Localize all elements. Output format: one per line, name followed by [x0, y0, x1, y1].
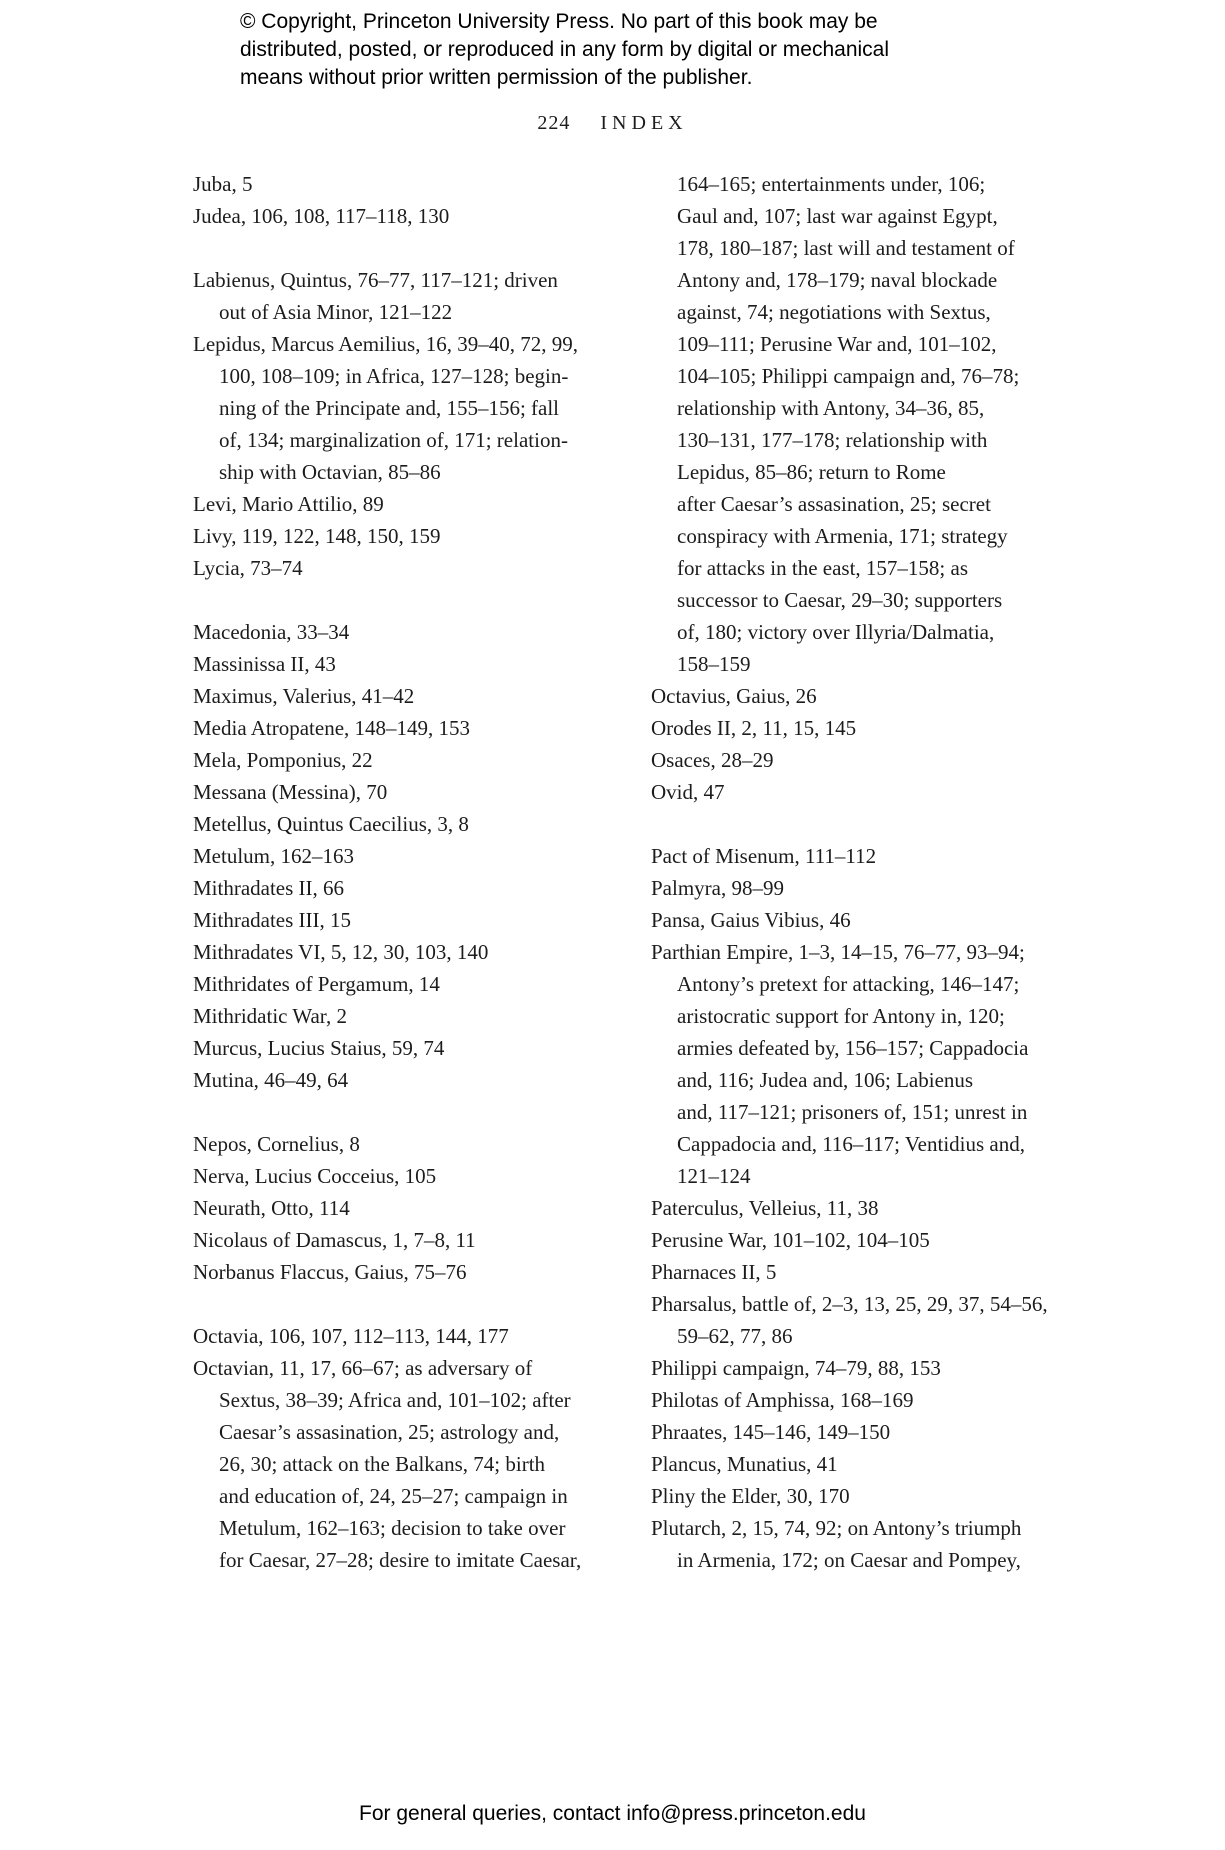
index-entry-line: relationship with Antony, 34–36, 85, [677, 396, 985, 420]
page-header [0, 112, 1225, 135]
copyright-line: means without prior written permission of the publisher. [240, 66, 753, 89]
index-entry-line: 130–131, 177–178; relationship with [677, 428, 988, 452]
index-entry-line: 178, 180–187; last will and testament of [677, 236, 1015, 260]
index-entry-line: conspiracy with Armenia, 171; strategy [677, 524, 1008, 548]
index-entry-line: Massinissa II, 43 [193, 652, 336, 676]
index-entry-line: Perusine War, 101–102, 104–105 [651, 1228, 930, 1252]
index-entry-line: Nerva, Lucius Cocceius, 105 [193, 1164, 437, 1188]
index-entry-line: Octavius, Gaius, 26 [651, 684, 817, 708]
index-entry-line: 121–124 [677, 1164, 751, 1188]
index-entry-line: Philippi campaign, 74–79, 88, 153 [651, 1356, 941, 1380]
index-entry-line: Octavian, 11, 17, 66–67; as adversary of [193, 1356, 533, 1380]
index-entry-line: Pact of Misenum, 111–112 [651, 844, 877, 868]
index-entry-line: Plancus, Munatius, 41 [651, 1452, 838, 1476]
index-entry-line: and education of, 24, 25–27; campaign in [219, 1484, 568, 1508]
index-entry-line: Labienus, Quintus, 76–77, 117–121; driven [193, 268, 558, 292]
index-entry-line: 59–62, 77, 86 [677, 1324, 793, 1348]
index-entry-line: Phraates, 145–146, 149–150 [651, 1420, 891, 1444]
index-entry-line: Levi, Mario Attilio, 89 [193, 492, 384, 516]
index-entry-line: Metulum, 162–163; decision to take over [219, 1516, 566, 1540]
index-entry-line: Macedonia, 33–34 [193, 620, 350, 644]
index-entry-line: Lycia, 73–74 [193, 556, 303, 580]
page-title: INDEX [600, 112, 688, 134]
index-entry-line: Sextus, 38–39; Africa and, 101–102; after [219, 1388, 571, 1412]
index-entry-line: Media Atropatene, 148–149, 153 [193, 716, 471, 740]
index-entry-line: aristocratic support for Antony in, 120; [677, 1004, 1005, 1028]
index-entry-line: Mithridates of Pergamum, 14 [193, 972, 440, 996]
index-entry-line: Octavia, 106, 107, 112–113, 144, 177 [193, 1324, 509, 1348]
index-entry-line: armies defeated by, 156–157; Cappadocia [677, 1036, 1029, 1060]
index-entry-line: Osaces, 28–29 [651, 748, 774, 772]
index-entry-line: and, 117–121; prisoners of, 151; unrest in [677, 1100, 1028, 1124]
index-entry-line: Mela, Pomponius, 22 [193, 748, 373, 772]
index-entry-line: of, 180; victory over Illyria/Dalmatia, [677, 620, 995, 644]
index-entry-line: Mithradates VI, 5, 12, 30, 103, 140 [193, 940, 489, 964]
index-entry-line: ning of the Principate and, 155–156; fall [219, 396, 560, 420]
index-entry-line: Pharnaces II, 5 [651, 1260, 777, 1284]
index-entry-line: Lepidus, 85–86; return to Rome [677, 460, 946, 484]
index-entry-line: against, 74; negotiations with Sextus, [677, 300, 991, 324]
index-entry-line: Cappadocia and, 116–117; Ventidius and, [677, 1132, 1025, 1156]
index-entry-line: 100, 108–109; in Africa, 127–128; begin- [219, 364, 569, 388]
index-entry-line: Nepos, Cornelius, 8 [193, 1132, 360, 1156]
index-entry-line: Ovid, 47 [651, 780, 725, 804]
index-entry-line: 109–111; Perusine War and, 101–102, [677, 332, 997, 356]
index-entry-line: Orodes II, 2, 11, 15, 145 [651, 716, 857, 740]
index-entry-line: Norbanus Flaccus, Gaius, 75–76 [193, 1260, 467, 1284]
index-entry-line: 158–159 [677, 652, 751, 676]
index-entry-line: Palmyra, 98–99 [651, 876, 784, 900]
index-entry-line: of, 134; marginalization of, 171; relation- [219, 428, 568, 452]
index-entry-line: Judea, 106, 108, 117–118, 130 [193, 204, 450, 228]
index-entry-line: Murcus, Lucius Staius, 59, 74 [193, 1036, 445, 1060]
index-entry-line: Messana (Messina), 70 [193, 780, 388, 804]
index-entry-line: and, 116; Judea and, 106; Labienus [677, 1068, 974, 1092]
index-entry-line: 164–165; entertainments under, 106; [677, 172, 986, 196]
footer-query-contact: For general queries, contact info@press.princeton.edu [359, 1802, 866, 1825]
index-entry-line: Neurath, Otto, 114 [193, 1196, 350, 1220]
index-entry-line: Antony and, 178–179; naval blockade [677, 268, 998, 292]
copyright-line: distributed, posted, or reproduced in any form by digital or mechanical [240, 38, 890, 61]
index-entry-line: Livy, 119, 122, 148, 150, 159 [193, 524, 441, 548]
index-entry-line: Pharsalus, battle of, 2–3, 13, 25, 29, 37, 54–56, [651, 1292, 1048, 1316]
index-entry-line: for attacks in the east, 157–158; as [677, 556, 969, 580]
index-column-left [193, 168, 693, 1576]
index-entry-line: Lepidus, Marcus Aemilius, 16, 39–40, 72, 99, [193, 332, 578, 356]
index-entry-line: Pliny the Elder, 30, 170 [651, 1484, 850, 1508]
index-entry-line: Gaul and, 107; last war against Egypt, [677, 204, 998, 228]
index-entry-line: Mithradates II, 66 [193, 876, 345, 900]
index-entry-line: out of Asia Minor, 121–122 [219, 300, 453, 324]
index-entry-line: ship with Octavian, 85–86 [219, 460, 441, 484]
copyright-line: © Copyright, Princeton University Press. No part of this book may be [240, 10, 878, 33]
index-entry-line: Nicolaus of Damascus, 1, 7–8, 11 [193, 1228, 476, 1252]
index-entry-line: Philotas of Amphissa, 168–169 [651, 1388, 914, 1412]
index-entry-line: Antony’s pretext for attacking, 146–147; [677, 972, 1020, 996]
index-entry-line: Maximus, Valerius, 41–42 [193, 684, 415, 708]
index-entry-line: after Caesar’s assasination, 25; secret [677, 492, 991, 516]
index-entry-line: Metulum, 162–163 [193, 844, 354, 868]
index-entry-line: Plutarch, 2, 15, 74, 92; on Antony’s triumph [651, 1516, 1022, 1540]
index-entry-line: Pansa, Gaius Vibius, 46 [651, 908, 851, 932]
index-entry-line: Mithridatic War, 2 [193, 1004, 347, 1028]
index-entry-line: successor to Caesar, 29–30; supporters [677, 588, 1003, 612]
index-entry-line: Mithradates III, 15 [193, 908, 352, 932]
index-entry-line: Metellus, Quintus Caecilius, 3, 8 [193, 812, 469, 836]
page-number: 224 [537, 112, 571, 134]
index-entry-line: 104–105; Philippi campaign and, 76–78; [677, 364, 1020, 388]
index-entry-line: Caesar’s assasination, 25; astrology and, [219, 1420, 560, 1444]
copyright-notice [240, 8, 889, 92]
index-entry-line: Mutina, 46–49, 64 [193, 1068, 349, 1092]
index-column-right [651, 168, 1151, 1576]
index-entry-line: 26, 30; attack on the Balkans, 74; birth [219, 1452, 546, 1476]
index-entry-line: Juba, 5 [193, 172, 253, 196]
index-entry-line: in Armenia, 172; on Caesar and Pompey, [677, 1548, 1021, 1572]
index-entry-line: for Caesar, 27–28; desire to imitate Caesar, [219, 1548, 582, 1572]
index-entry-line: Paterculus, Velleius, 11, 38 [651, 1196, 879, 1220]
index-entry-line: Parthian Empire, 1–3, 14–15, 76–77, 93–94; [651, 940, 1025, 964]
